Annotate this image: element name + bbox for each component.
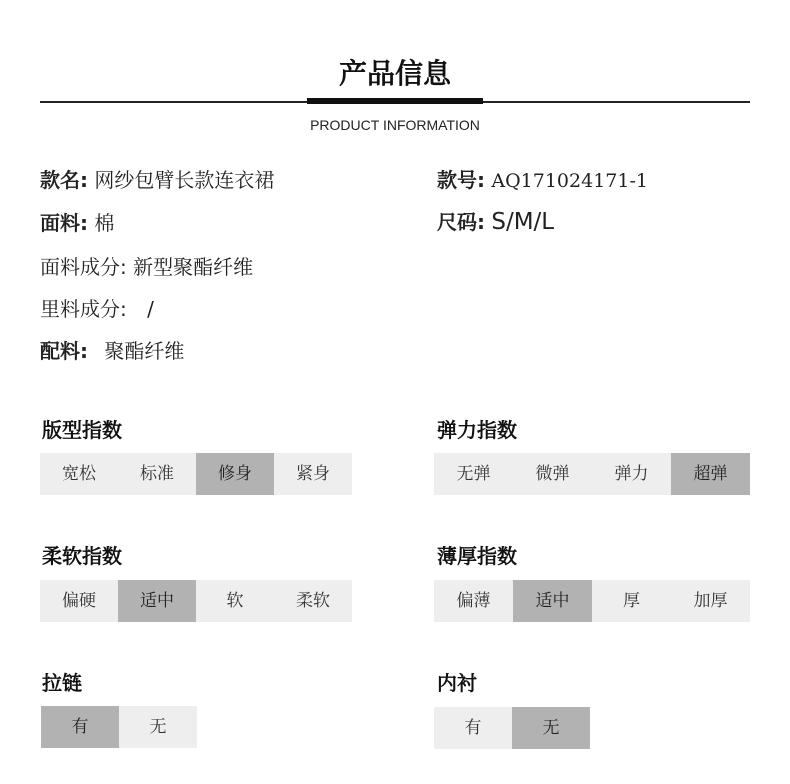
spec-fabric	[40, 209, 114, 237]
zipper-option: 无	[119, 706, 197, 748]
softness-option: 适中	[118, 580, 196, 622]
title-underline-accent	[307, 98, 483, 104]
stretch-option: 弹力	[592, 453, 671, 495]
zipper-option: 有	[41, 706, 119, 748]
stretch-option: 无弹	[434, 453, 513, 495]
thickness-option: 适中	[513, 580, 592, 622]
spec-fabric-composition	[40, 253, 253, 281]
lining-option: 无	[512, 707, 590, 749]
spec-size	[437, 208, 554, 236]
zipper-title: 拉链	[42, 671, 82, 695]
softness-index-title: 柔软指数	[42, 544, 122, 568]
spec-lining-composition	[40, 295, 154, 323]
spec-label: 款名:	[40, 168, 88, 192]
stretch-index-bar	[434, 453, 750, 495]
stretch-option: 微弹	[513, 453, 592, 495]
spec-label: 尺码:	[437, 210, 485, 234]
lining-title: 内衬	[437, 671, 477, 695]
spec-value: 新型聚酯纤维	[133, 255, 254, 279]
spec-value: S/M/L	[491, 209, 555, 235]
spec-style-no	[437, 166, 648, 195]
spec-value: AQ171024171-1	[491, 170, 648, 192]
spec-label: 款号:	[437, 168, 485, 192]
spec-label: 面料成分:	[40, 255, 127, 279]
thickness-option: 偏薄	[434, 580, 513, 622]
spec-label: 里料成分:	[40, 297, 127, 321]
thickness-option: 加厚	[671, 580, 750, 622]
spec-value: /	[147, 297, 154, 321]
fit-index-bar	[40, 453, 352, 495]
page-subtitle: PRODUCT INFORMATION	[310, 117, 480, 133]
zipper-bar	[41, 706, 197, 748]
stretch-index-title: 弹力指数	[437, 418, 517, 442]
softness-option: 柔软	[274, 580, 352, 622]
softness-index-bar	[40, 580, 352, 622]
fit-option: 宽松	[40, 453, 118, 495]
stretch-option: 超弹	[671, 453, 750, 495]
thickness-option: 厚	[592, 580, 671, 622]
thickness-index-title: 薄厚指数	[437, 544, 517, 568]
spec-value: 棉	[94, 211, 115, 235]
fit-index-title: 版型指数	[42, 418, 122, 442]
spec-trim	[40, 337, 184, 365]
spec-style-name	[40, 166, 274, 194]
softness-option: 软	[196, 580, 274, 622]
lining-bar	[434, 707, 590, 749]
spec-value: 网纱包臂长款连衣裙	[94, 168, 275, 192]
fit-option: 标准	[118, 453, 196, 495]
thickness-index-bar	[434, 580, 750, 622]
spec-value: 聚酯纤维	[104, 339, 185, 363]
fit-option: 修身	[196, 453, 274, 495]
softness-option: 偏硬	[40, 580, 118, 622]
fit-option: 紧身	[274, 453, 352, 495]
page-title: 产品信息	[338, 57, 451, 90]
spec-label: 面料:	[40, 211, 88, 235]
spec-label: 配料:	[40, 339, 88, 363]
lining-option: 有	[434, 707, 512, 749]
